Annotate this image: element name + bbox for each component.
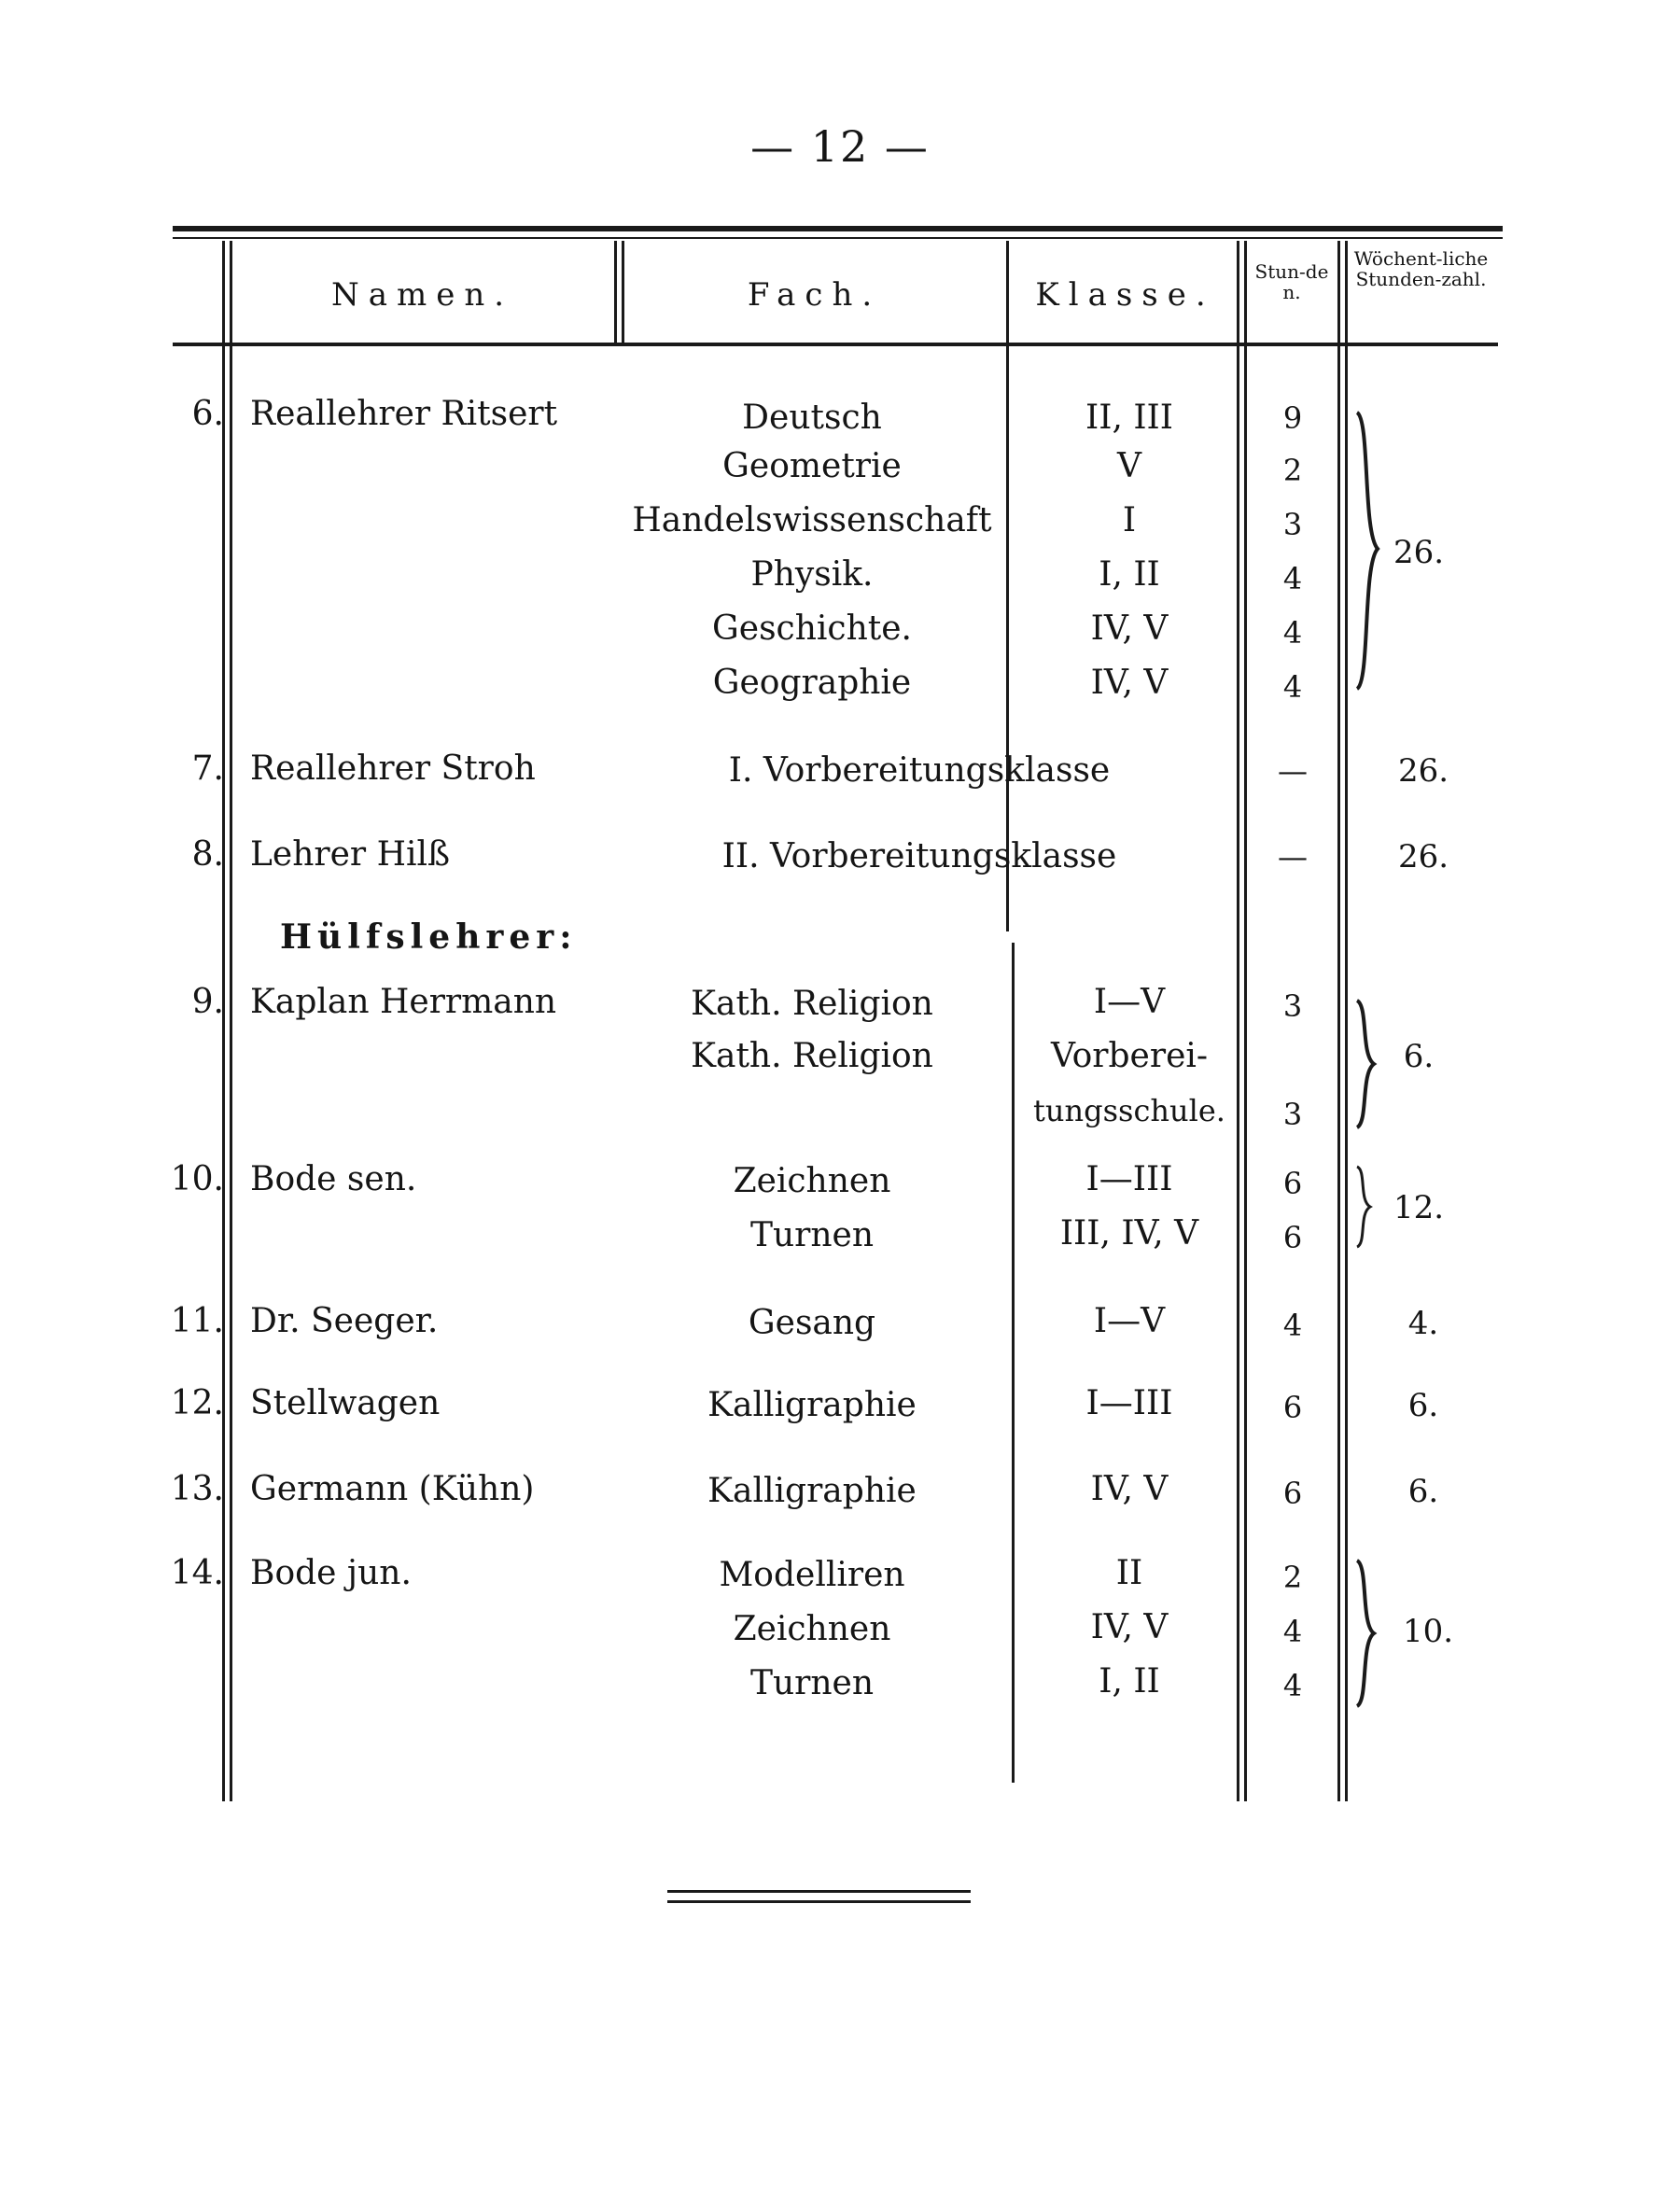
weekly-hours: 26. [1397,838,1449,875]
table-top-rule [173,226,1503,231]
class: IV, V [1090,664,1169,702]
hours: 3 [1282,1097,1303,1132]
class: II [1115,1554,1143,1592]
weekly-hours: 6. [1407,1473,1439,1510]
class: I, II [1099,1662,1160,1701]
weekly-hours: 12. [1393,1189,1445,1226]
subject: Kalligraphie [707,1472,917,1510]
hours: — [1278,753,1308,789]
class: V [1117,447,1141,485]
hours: 6 [1282,1476,1303,1511]
entry-number: 12. [170,1384,224,1422]
subject: Physik. [750,555,874,594]
subject: Handelswissenschaft [632,501,992,539]
header-subject: Fach. [747,276,882,314]
column-divider [622,241,624,343]
teacher-name: Dr. Seeger. [250,1302,439,1340]
hours: — [1278,839,1308,875]
teacher-name: Bode sen. [250,1160,417,1198]
teacher-name: Reallehrer Ritsert [250,395,558,433]
entry-number: 10. [170,1160,224,1198]
class: I [1122,501,1137,539]
class: III, IV, V [1059,1214,1199,1253]
class: IV, V [1090,609,1169,648]
header-name: Namen. [330,276,514,314]
hours: 6 [1282,1390,1303,1425]
teacher-name: Stellwagen [250,1384,441,1422]
weekly-hours: 6. [1407,1387,1439,1424]
hours: 4 [1282,1668,1303,1703]
subject: II. Vorbereitungsklasse [721,837,1117,875]
hours: 2 [1282,453,1303,488]
weekly-hours: 6. [1403,1038,1435,1075]
subject: I. Vorbereitungsklasse [728,751,1111,790]
teacher-name: Lehrer Hilß [250,835,451,874]
subject: Modelliren [719,1556,905,1594]
section-heading: Hülfslehrer: [280,917,578,957]
class: I—V [1093,1302,1166,1340]
subject: Zeichnen [733,1610,891,1648]
teacher-name: Germann (Kühn) [250,1470,535,1508]
subject: Turnen [749,1216,875,1254]
subject: Deutsch [742,399,882,437]
hours: 6 [1282,1220,1303,1255]
header-weekly: Wöchent-liche Stunden-zahl. [1353,247,1489,290]
curly-brace-icon [1350,1559,1383,1708]
header-bottom-rule [173,343,1498,346]
hours: 9 [1282,400,1303,436]
class: IV, V [1090,1608,1169,1646]
class: II, III [1085,399,1173,437]
subject: Turnen [749,1664,875,1702]
column-divider [614,241,617,343]
entry-number: 11. [170,1302,224,1340]
weekly-hours: 4. [1407,1305,1439,1342]
subject: Geographie [712,664,912,702]
class: tungsschule. [1033,1093,1225,1128]
class: IV, V [1090,1470,1169,1508]
entry-number: 7. [191,749,224,788]
subject: Zeichnen [733,1162,891,1200]
teacher-name: Bode jun. [250,1554,412,1592]
hours: 4 [1282,1308,1303,1343]
entry-number: 8. [191,835,224,874]
hours: 3 [1282,507,1303,542]
subject: Kath. Religion [691,1037,933,1075]
weekly-hours: 26. [1397,752,1449,790]
subject: Kath. Religion [691,985,933,1023]
entry-number: 6. [191,395,224,433]
page-number: — 12 — [750,121,930,172]
subject: Kalligraphie [707,1386,917,1424]
weekly-hours: 10. [1402,1613,1454,1650]
header-class: Klasse. [1035,276,1215,314]
hours: 4 [1282,615,1303,651]
header-hours: Stun-den. [1254,260,1329,303]
column-divider [1345,241,1348,1801]
bottom-rule [667,1890,971,1893]
teacher-name: Kaplan Herrmann [250,983,557,1021]
class: I—III [1085,1384,1173,1422]
class: I, II [1099,555,1160,594]
hours: 4 [1282,669,1303,705]
class: I—V [1093,983,1166,1021]
hours: 4 [1282,561,1303,596]
subject: Geometrie [722,447,902,485]
subject: Geschichte. [712,609,912,648]
weekly-hours: 26. [1393,534,1445,571]
class: I—III [1085,1160,1173,1198]
teacher-name: Reallehrer Stroh [250,749,536,788]
hours: 4 [1282,1614,1303,1649]
entry-number: 14. [170,1554,224,1592]
table-top-rule-thin [173,237,1503,239]
bottom-rule [667,1900,971,1903]
hours: 6 [1282,1166,1303,1201]
entry-number: 13. [170,1470,224,1508]
class: Vorberei- [1050,1037,1209,1075]
hours: 3 [1282,988,1303,1024]
subject: Gesang [748,1304,876,1342]
hours: 2 [1282,1560,1303,1595]
entry-number: 9. [191,983,224,1021]
column-divider [230,241,232,1801]
